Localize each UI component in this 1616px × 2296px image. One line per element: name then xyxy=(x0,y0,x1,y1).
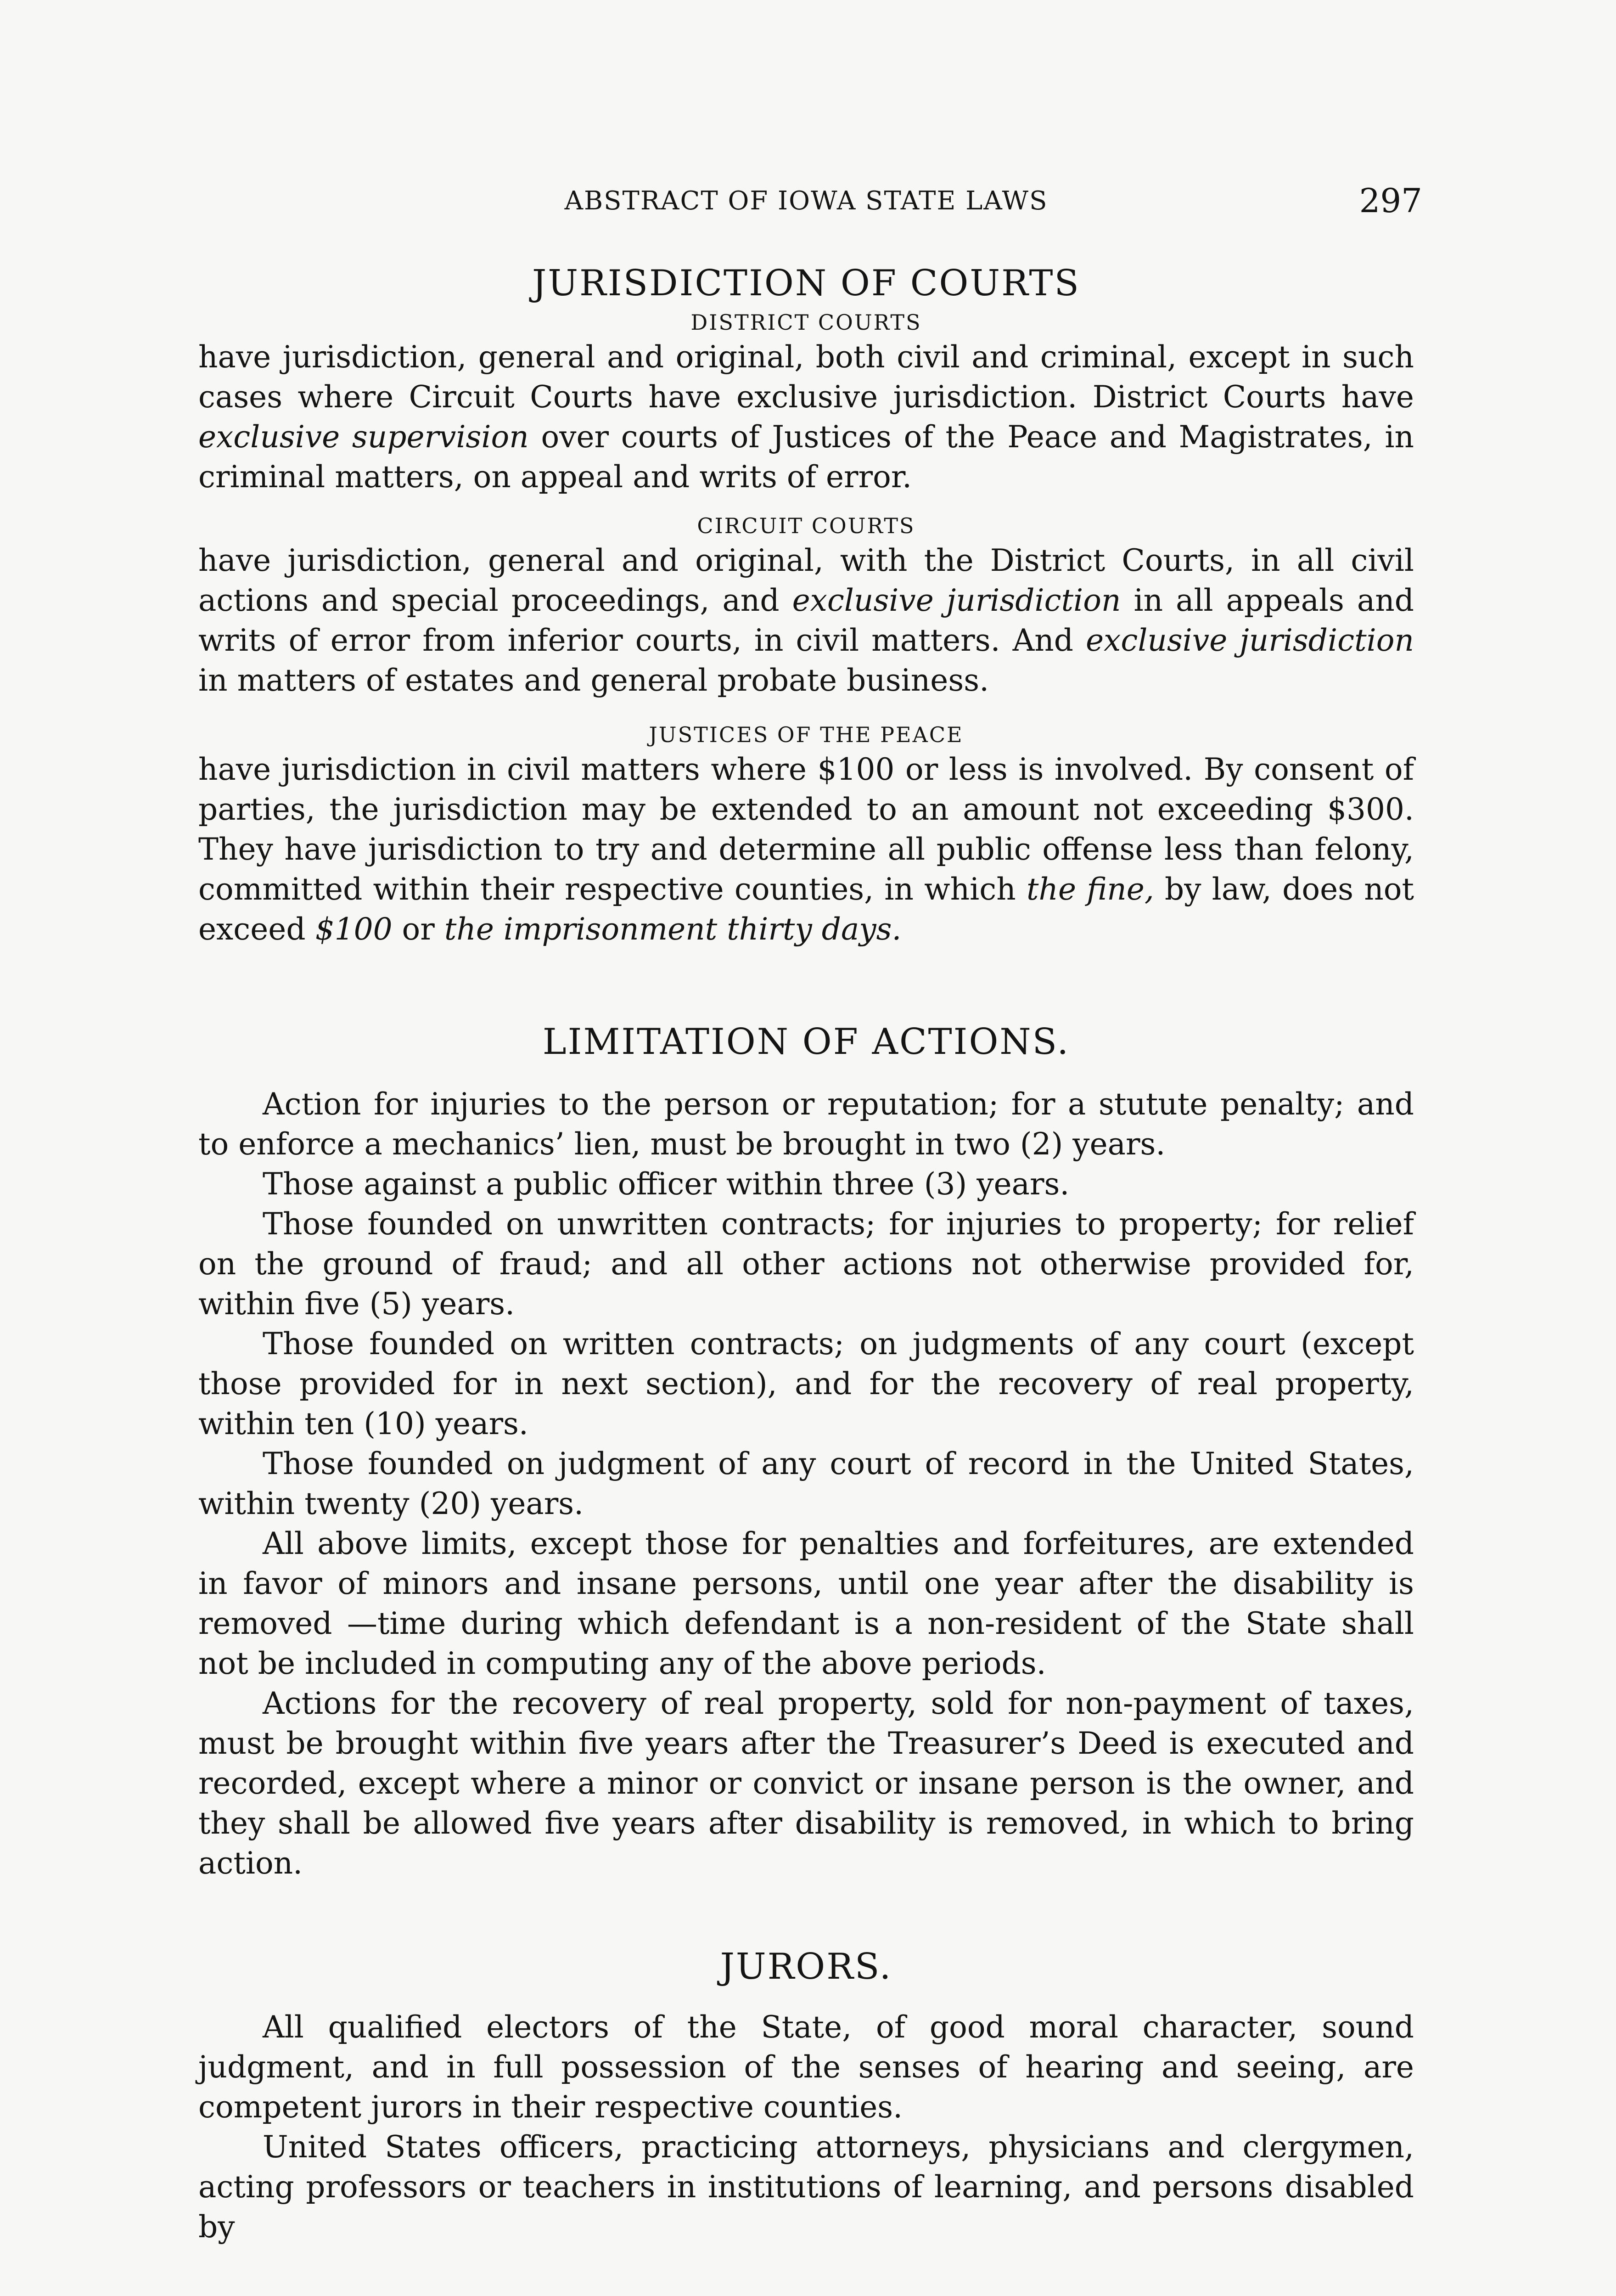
limitation-paragraph: All above limits, except those for penalties and forfeitures, are extended in favor of minors and insane persons, until one year after the disability is removed —time during which defendant is a non-resident of the State shall not be included in computing any of the above periods. xyxy=(198,1526,1414,1682)
limitation-section xyxy=(198,1023,1414,1883)
jurors-heading: JURORS. xyxy=(720,1946,892,1988)
jurors-paragraph: All qualified electors of the State, of good moral character, sound judgment, and in full possession of the senses of hearing and seeing, are competent jurors in their respective counties. xyxy=(198,2009,1414,2125)
district-courts-paragraph: have jurisdiction, general and original, both civil and criminal, except in such cases where Circuit Courts have exclusive jurisdiction. District Courts have exclusive supervision over courts of Justices of the Peace and Magistrates, in criminal matters, on appeal and writs of error. xyxy=(198,339,1414,495)
circuit-courts-subheading: CIRCUIT COURTS xyxy=(697,513,915,538)
limitation-paragraph: Those founded on unwritten contracts; for injuries to property; for relief on the ground of fraud; and all other actions not otherwise provided for, within five (5) years. xyxy=(198,1206,1414,1322)
book-page xyxy=(198,181,1422,2247)
limitation-paragraph: Action for injuries to the person or reputation; for a stutute penalty; and to enforce a mechanics’ lien, must be brought in two (2) years. xyxy=(198,1086,1414,1162)
district-courts-subheading: DISTRICT COURTS xyxy=(690,310,922,335)
justices-subheading: JUSTICES OF THE PEACE xyxy=(649,722,964,748)
running-title: ABSTRACT OF IOWA STATE LAWS xyxy=(564,186,1048,216)
page-number: 297 xyxy=(1359,181,1422,220)
limitation-heading: LIMITATION OF ACTIONS. xyxy=(542,1021,1070,1063)
circuit-courts-paragraph: have jurisdiction, general and original, with the District Courts, in all civil actions and special proceedings, and exclusive jurisdiction in all appeals and writs of error from inferior courts, in civil matters. And exclusive jurisdiction in matters of estates and general probate business. xyxy=(198,543,1414,698)
limitation-paragraph: Actions for the recovery of real property, sold for non-payment of taxes, must be brought within five years after the Treasurer’s Deed is executed and recorded, except where a minor or convict or insane person is the owner, and they shall be allowed five years after disability is removed, in which to bring action. xyxy=(198,1686,1414,1881)
jurisdiction-heading: JURISDICTION OF COURTS xyxy=(532,263,1080,304)
jurors-section xyxy=(198,1947,1414,2247)
limitation-paragraph: Those founded on written contracts; on judgments of any court (except those provided for in next section), and for the recovery of real property, within ten (10) years. xyxy=(198,1326,1414,1442)
jurisdiction-section xyxy=(198,264,1414,949)
running-head xyxy=(198,181,1422,236)
jurors-paragraph: United States officers, practicing attorneys, physicians and clergymen, acting professors or teachers in institutions of learning, and persons disabled by xyxy=(198,2129,1414,2245)
limitation-paragraph: Those founded on judgment of any court of record in the United States, within twenty (20) years. xyxy=(198,1446,1414,1522)
limitation-paragraph: Those against a public officer within three (3) years. xyxy=(263,1166,1070,1202)
justices-paragraph: have jurisdiction in civil matters where $100 or less is involved. By consent of parties, the jurisdiction may be extended to an amount not exceeding $300. They have jurisdiction to try and determine all public offense less than felony, committed within their respective counties, in which the fine, by law, does not exceed $100 or the imprisonment thirty days. xyxy=(198,752,1414,947)
